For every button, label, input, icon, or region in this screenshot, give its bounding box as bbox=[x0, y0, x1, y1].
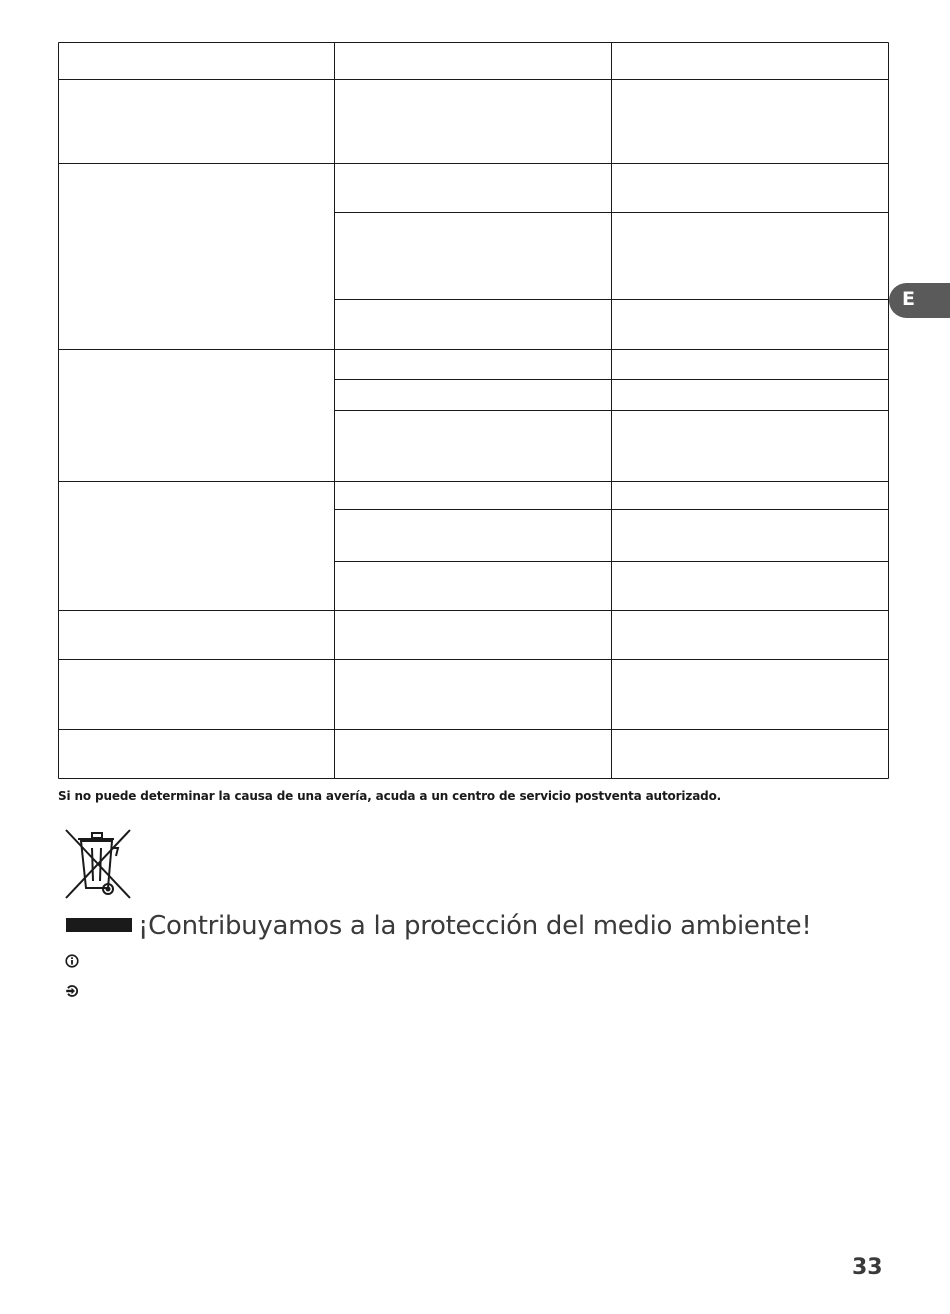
section-tab-letter: E bbox=[902, 288, 915, 310]
page-number: 33 bbox=[852, 1255, 883, 1280]
service-note: Si no puede determinar la causa de una avería, acuda a un centro de servicio postventa autorizado. bbox=[58, 789, 722, 803]
heading-bar bbox=[66, 918, 132, 932]
section-tab bbox=[889, 283, 950, 318]
info-icon bbox=[65, 954, 79, 968]
weee-crossed-bin-icon bbox=[62, 826, 134, 902]
arrow-bullet-icon bbox=[65, 984, 79, 998]
environment-heading: ¡Contribuyamos a la protección del medio ambiente! bbox=[138, 911, 812, 941]
